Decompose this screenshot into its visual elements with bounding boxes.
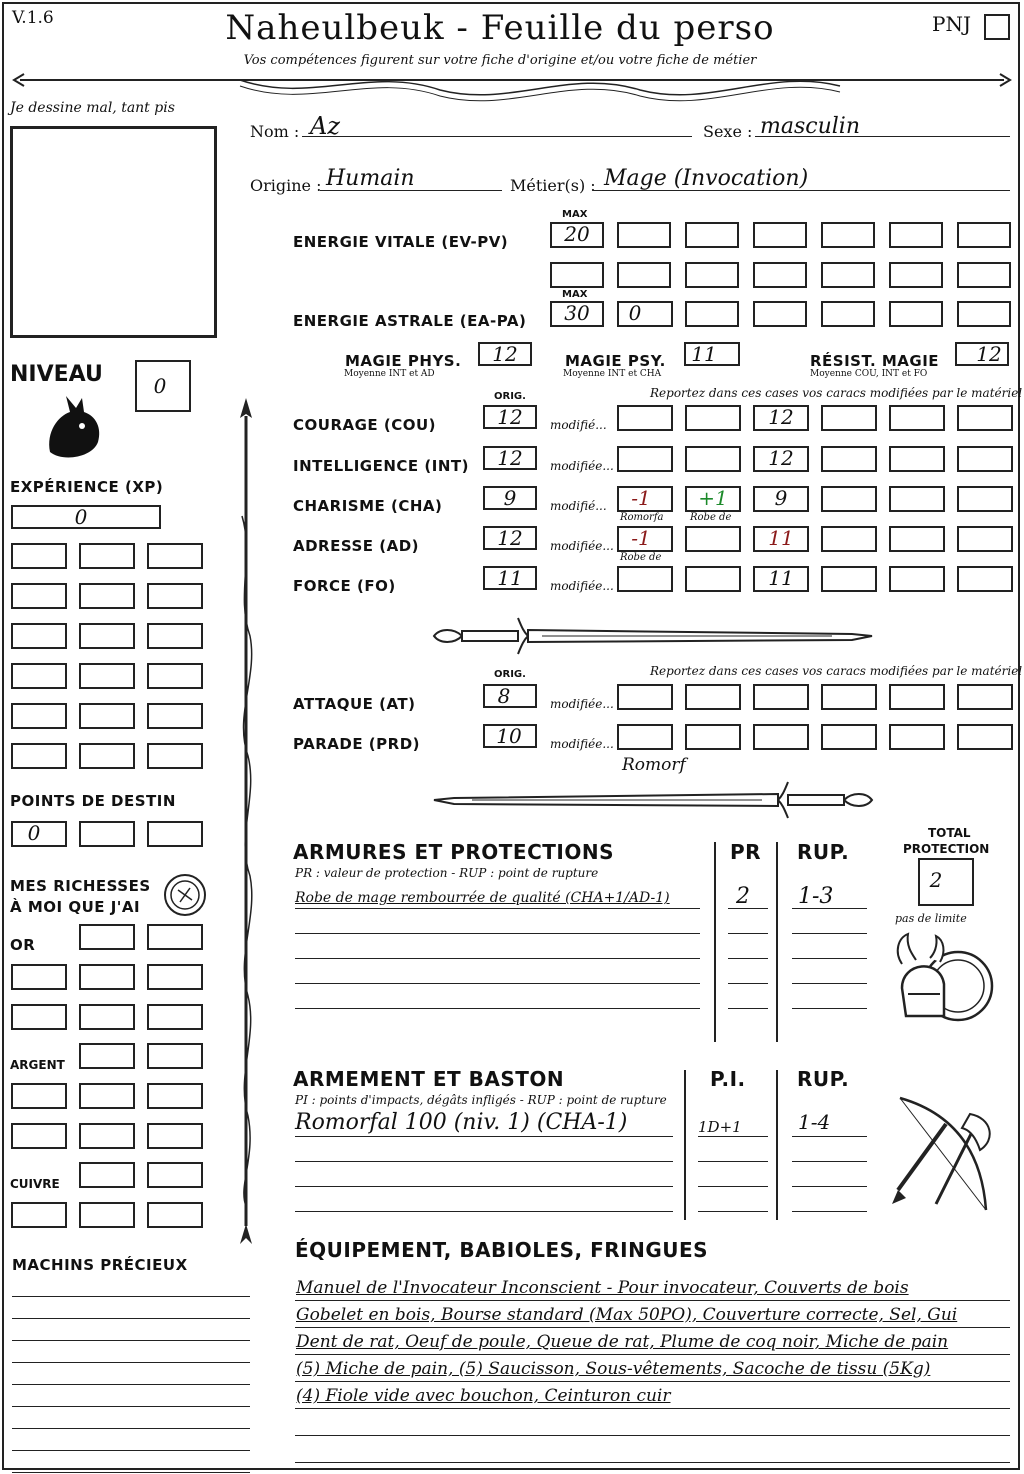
carac-mod-box[interactable]	[685, 405, 741, 431]
money-box[interactable]	[147, 1043, 203, 1069]
carac-label: CHARISME (CHA)	[293, 497, 443, 515]
destin-box-3[interactable]	[147, 821, 203, 847]
combat-mod-box[interactable]	[753, 684, 809, 710]
carac-mod-box[interactable]	[957, 566, 1013, 592]
carac-label: COURAGE (COU)	[293, 416, 437, 434]
xp-box[interactable]	[147, 583, 203, 609]
armure-pr-line[interactable]	[728, 933, 768, 934]
xp-box[interactable]	[79, 543, 135, 569]
armure-line[interactable]	[295, 908, 700, 909]
combat-mod-box[interactable]	[821, 724, 877, 750]
armure-rup-line[interactable]	[792, 983, 867, 984]
carac-mod-box[interactable]	[889, 446, 945, 472]
carac-mod-box[interactable]	[957, 526, 1013, 552]
attaque-label: ATTAQUE (AT)	[293, 695, 416, 713]
ev-box[interactable]	[957, 262, 1011, 288]
money-box[interactable]	[11, 1083, 67, 1109]
combat-mod-box[interactable]	[957, 684, 1013, 710]
equipement-line[interactable]	[295, 1354, 1010, 1355]
xp-box[interactable]	[79, 623, 135, 649]
money-box[interactable]	[79, 1162, 135, 1188]
xp-box[interactable]	[147, 543, 203, 569]
helmet-shield-icon	[888, 928, 998, 1040]
money-box[interactable]	[147, 924, 203, 950]
money-box[interactable]	[79, 1043, 135, 1069]
ev-box[interactable]	[889, 222, 943, 248]
armure-line[interactable]	[295, 983, 700, 984]
carac-mod-value-1: -1	[631, 486, 651, 510]
or-label: OR	[10, 936, 36, 954]
destin-value: 0	[27, 821, 41, 845]
carac-label: FORCE (FO)	[293, 577, 396, 595]
sword-icon-2	[432, 776, 874, 822]
argent-label: ARGENT	[10, 1058, 65, 1072]
carac-mod-box[interactable]	[957, 486, 1013, 512]
arme-rup-line[interactable]	[792, 1136, 867, 1137]
origine-field[interactable]: Humain	[326, 166, 415, 191]
armure-line[interactable]	[295, 933, 700, 934]
portrait-box[interactable]	[10, 126, 217, 338]
carac-mod-label: modifié...	[550, 499, 607, 513]
magie-psy-sub: Moyenne INT et CHA	[563, 369, 662, 379]
combat-mod-box[interactable]	[889, 684, 945, 710]
arme-rup-line[interactable]	[792, 1211, 867, 1212]
carac-mod-label: modifiée...	[550, 539, 614, 553]
pnj-checkbox[interactable]	[984, 14, 1010, 40]
version-label: V.1.6	[12, 8, 54, 28]
xp-box[interactable]	[79, 663, 135, 689]
equipement-line[interactable]	[295, 1327, 1010, 1328]
armement-pi-label: P.I.	[710, 1067, 746, 1091]
origine-label: Origine :	[250, 176, 322, 195]
carac-mod-box[interactable]	[821, 405, 877, 431]
nom-label: Nom :	[250, 122, 300, 141]
ea-box[interactable]	[957, 301, 1011, 327]
ea-box[interactable]	[753, 301, 807, 327]
magie-phys-sub: Moyenne INT et AD	[344, 369, 435, 379]
armure-item-rup: 1-3	[798, 884, 834, 909]
carac-mod-value-1: -1	[631, 526, 651, 550]
sexe-label: Sexe :	[703, 122, 753, 141]
ev-box[interactable]	[550, 262, 604, 288]
magie-psy-value: 11	[691, 342, 717, 366]
niveau-value: 0	[153, 374, 167, 398]
parade-orig-value: 10	[496, 724, 522, 748]
money-box[interactable]	[11, 1202, 67, 1228]
carac-note-2: Robe de	[690, 512, 732, 523]
ev-box[interactable]	[821, 222, 875, 248]
ea-box[interactable]	[821, 301, 875, 327]
ea-current-value: 0	[628, 301, 642, 325]
money-box[interactable]	[79, 1202, 135, 1228]
carac-mod-box[interactable]	[685, 446, 741, 472]
ev-box[interactable]	[957, 222, 1011, 248]
armement-divider-1	[684, 1070, 686, 1220]
carac-mod-box[interactable]	[889, 526, 945, 552]
carac-mod-box[interactable]	[821, 446, 877, 472]
equipement-item: (4) Fiole vide avec bouchon, Ceinturon cuir	[296, 1386, 671, 1406]
arme-rup-line[interactable]	[792, 1186, 867, 1187]
carac-mod-label: modifiée...	[550, 579, 614, 593]
equipement-line[interactable]	[295, 1435, 1010, 1436]
arme-item-pi: 1D+1	[698, 1118, 742, 1136]
armure-pr-line[interactable]	[728, 958, 768, 959]
carac-mod-value-3: 9	[774, 486, 788, 510]
ea-max-value: 30	[564, 301, 590, 325]
ea-max-label: MAX	[562, 289, 588, 300]
armure-item-name: Robe de mage rembourrée de qualité (CHA+1/AD-1)	[295, 890, 670, 906]
arme-item-rup: 1-4	[798, 1110, 831, 1134]
carac-mod-box[interactable]	[957, 446, 1013, 472]
pnj-label: PNJ	[932, 12, 971, 36]
arme-pi-line[interactable]	[698, 1136, 768, 1137]
ev-label: ENERGIE VITALE (EV-PV)	[293, 233, 509, 251]
machins-line[interactable]	[12, 1406, 250, 1407]
carac-label: ADRESSE (AD)	[293, 537, 420, 555]
ev-box[interactable]	[753, 262, 807, 288]
equipement-line[interactable]	[295, 1462, 1010, 1463]
caracs-report-note: Reportez dans ces cases vos caracs modifiées par le matériel	[650, 386, 1023, 400]
money-box[interactable]	[147, 1162, 203, 1188]
combat-mod-box[interactable]	[889, 724, 945, 750]
armement-divider-2	[776, 1070, 778, 1220]
carac-note-1: Romorfa	[620, 512, 664, 523]
ev-box[interactable]	[889, 262, 943, 288]
xp-box[interactable]	[11, 663, 67, 689]
arme-line[interactable]	[295, 1186, 673, 1187]
carac-mod-box[interactable]	[821, 526, 877, 552]
armures-sub: PR : valeur de protection - RUP : point de rupture	[295, 866, 599, 880]
arme-pi-line[interactable]	[698, 1211, 768, 1212]
magie-phys-value: 12	[492, 342, 518, 366]
carac-note-1: Robe de	[620, 552, 662, 563]
page-title: Naheulbeuk - Feuille du perso	[225, 8, 775, 48]
armures-divider-1	[714, 842, 716, 1042]
attaque-orig-value: 8	[497, 684, 511, 708]
ev-max-label: MAX	[562, 209, 588, 220]
destin-label: POINTS DE DESTIN	[10, 792, 176, 810]
ev-box[interactable]	[821, 262, 875, 288]
combat-mod-box[interactable]	[753, 724, 809, 750]
equipement-title: ÉQUIPEMENT, BABIOLES, FRINGUES	[295, 1238, 709, 1262]
xp-box[interactable]	[79, 703, 135, 729]
carac-mod-label: modifiée...	[550, 459, 614, 473]
carac-orig-value: 12	[497, 526, 523, 550]
armement-title: ARMEMENT ET BASTON	[293, 1067, 565, 1091]
ea-box[interactable]	[889, 301, 943, 327]
armures-divider-2	[776, 842, 778, 1042]
ev-box[interactable]	[685, 222, 739, 248]
carac-mod-label: modifié...	[550, 418, 607, 432]
equipement-line[interactable]	[295, 1408, 1010, 1409]
arme-line[interactable]	[295, 1211, 673, 1212]
combat-mod-box[interactable]	[685, 684, 741, 710]
armure-rup-line[interactable]	[792, 908, 867, 909]
staff-icon	[228, 396, 264, 1246]
ev-box[interactable]	[685, 262, 739, 288]
armure-rup-line[interactable]	[792, 1008, 867, 1009]
dragon-icon	[40, 392, 106, 464]
resist-magie-sub: Moyenne COU, INT et FO	[810, 369, 928, 379]
carac-mod-value-3: 11	[768, 566, 794, 590]
xp-box[interactable]	[11, 543, 67, 569]
experience-value: 0	[74, 505, 88, 529]
machins-line[interactable]	[12, 1296, 250, 1297]
ea-box[interactable]	[685, 301, 739, 327]
money-box[interactable]	[147, 1083, 203, 1109]
money-box[interactable]	[79, 1123, 135, 1149]
combat-mod-box[interactable]	[685, 724, 741, 750]
carac-mod-box[interactable]	[889, 566, 945, 592]
parade-mod-label: modifiée...	[550, 737, 614, 751]
money-box[interactable]	[11, 964, 67, 990]
carac-mod-box[interactable]	[685, 526, 741, 552]
metier-label: Métier(s) :	[510, 176, 596, 195]
arme-pi-line[interactable]	[698, 1161, 768, 1162]
armures-title: ARMURES ET PROTECTIONS	[293, 840, 614, 864]
equipement-line[interactable]	[295, 1381, 1010, 1382]
resist-magie-label: RÉSIST. MAGIE	[810, 352, 940, 370]
carac-mod-box[interactable]	[617, 405, 673, 431]
attaque-mod-label: modifiée...	[550, 697, 614, 711]
carac-mod-box[interactable]	[821, 566, 877, 592]
carac-mod-box[interactable]	[957, 405, 1013, 431]
arme-item-name: Romorfal 100 (niv. 1) (CHA-1)	[295, 1110, 628, 1135]
carac-label: INTELLIGENCE (INT)	[293, 457, 469, 475]
resist-magie-value: 12	[976, 342, 1002, 366]
carac-orig-value: 9	[503, 486, 517, 510]
ev-max-value: 20	[564, 222, 590, 246]
carac-mod-box[interactable]	[617, 446, 673, 472]
carac-mod-value-2: +1	[698, 486, 728, 510]
armure-line[interactable]	[295, 1008, 700, 1009]
destin-box-2[interactable]	[79, 821, 135, 847]
limit-note: pas de limite	[895, 912, 967, 925]
money-box[interactable]	[79, 924, 135, 950]
money-box[interactable]	[11, 1004, 67, 1030]
richesses-label-1: MES RICHESSES	[10, 877, 151, 895]
combat-mod-box[interactable]	[617, 724, 673, 750]
magie-psy-label: MAGIE PSY.	[565, 352, 666, 370]
money-box[interactable]	[147, 1202, 203, 1228]
combat-orig-label: ORIG.	[494, 669, 526, 680]
machins-line[interactable]	[12, 1472, 250, 1473]
armure-rup-line[interactable]	[792, 958, 867, 959]
coin-icon	[162, 872, 208, 918]
combat-mod-box[interactable]	[821, 684, 877, 710]
machins-line[interactable]	[12, 1450, 250, 1451]
armure-line[interactable]	[295, 958, 700, 959]
nom-field[interactable]: Az	[310, 112, 340, 140]
total-label-1: TOTAL	[928, 826, 971, 840]
ea-label: ENERGIE ASTRALE (EA-PA)	[293, 312, 527, 330]
machins-label: MACHINS PRÉCIEUX	[12, 1256, 188, 1274]
total-protection-value: 2	[929, 868, 943, 892]
richesses-label-2: À MOI QUE J'AI	[10, 898, 141, 916]
ev-box[interactable]	[617, 222, 671, 248]
xp-box[interactable]	[147, 743, 203, 769]
caracs-orig-label: ORIG.	[494, 391, 526, 402]
machins-line[interactable]	[12, 1340, 250, 1341]
sword-icon	[432, 612, 874, 658]
arme-pi-line[interactable]	[698, 1186, 768, 1187]
armure-pr-line[interactable]	[728, 908, 768, 909]
ev-box[interactable]	[753, 222, 807, 248]
cuivre-label: CUIVRE	[10, 1177, 60, 1191]
carac-orig-value: 12	[497, 446, 523, 470]
xp-box[interactable]	[147, 663, 203, 689]
money-box[interactable]	[79, 1083, 135, 1109]
carac-mod-box[interactable]	[889, 486, 945, 512]
nom-line	[302, 136, 692, 137]
total-label-2: PROTECTION	[903, 842, 990, 856]
machins-line[interactable]	[12, 1362, 250, 1363]
machins-line[interactable]	[12, 1318, 250, 1319]
money-box[interactable]	[79, 964, 135, 990]
combat-mod-box[interactable]	[957, 724, 1013, 750]
metier-field[interactable]: Mage (Invocation)	[604, 166, 809, 191]
niveau-label: NIVEAU	[10, 362, 103, 387]
combat-report-note: Reportez dans ces cases vos caracs modifiées par le matériel	[650, 664, 1023, 678]
arme-line[interactable]	[295, 1136, 673, 1137]
machins-line[interactable]	[12, 1428, 250, 1429]
weapons-icon	[886, 1094, 1006, 1216]
parade-note: Romorf	[622, 755, 686, 775]
parade-label: PARADE (PRD)	[293, 735, 421, 753]
experience-label: EXPÉRIENCE (XP)	[10, 478, 164, 496]
carac-mod-box[interactable]	[889, 405, 945, 431]
xp-box[interactable]	[11, 623, 67, 649]
xp-box[interactable]	[147, 703, 203, 729]
money-box[interactable]	[147, 1004, 203, 1030]
armement-rup-label: RUP.	[797, 1067, 850, 1091]
xp-box[interactable]	[11, 583, 67, 609]
carac-orig-value: 12	[497, 405, 523, 429]
equipement-item: Gobelet en bois, Bourse standard (Max 50PO), Couverture correcte, Sel, Gui	[296, 1305, 958, 1325]
armure-rup-line[interactable]	[792, 933, 867, 934]
carac-mod-box[interactable]	[685, 566, 741, 592]
xp-box[interactable]	[79, 583, 135, 609]
armure-pr-line[interactable]	[728, 983, 768, 984]
carac-mod-value-3: 11	[768, 526, 794, 550]
carac-orig-value: 11	[497, 566, 523, 590]
xp-box[interactable]	[11, 743, 67, 769]
arme-line[interactable]	[295, 1161, 673, 1162]
magie-phys-label: MAGIE PHYS.	[345, 352, 462, 370]
carac-mod-value-3: 12	[768, 446, 794, 470]
armures-pr-label: PR	[730, 840, 762, 864]
armement-sub: PI : points d'impacts, dégâts infligés - RUP : point de rupture	[295, 1093, 667, 1107]
equipement-item: (5) Miche de pain, (5) Saucisson, Sous-vêtements, Sacoche de tissu (5Kg)	[296, 1359, 931, 1379]
arme-rup-line[interactable]	[792, 1161, 867, 1162]
carac-mod-value-3: 12	[768, 405, 794, 429]
equipement-line[interactable]	[295, 1300, 1010, 1301]
xp-box[interactable]	[79, 743, 135, 769]
page-subtitle: Vos compétences figurent sur votre fiche d'origine et/ou votre fiche de métier	[243, 53, 757, 68]
armures-rup-label: RUP.	[797, 840, 850, 864]
equipement-item: Manuel de l'Invocateur Inconscient - Pour invocateur, Couverts de bois	[296, 1278, 909, 1298]
armure-item-pr: 2	[736, 884, 750, 909]
money-box[interactable]	[147, 1123, 203, 1149]
combat-mod-box[interactable]	[617, 684, 673, 710]
xp-box[interactable]	[11, 703, 67, 729]
equipement-item: Dent de rat, Oeuf de poule, Queue de rat, Plume de coq noir, Miche de pain	[296, 1332, 949, 1352]
money-box[interactable]	[147, 964, 203, 990]
carac-mod-box[interactable]	[617, 566, 673, 592]
machins-line[interactable]	[12, 1384, 250, 1385]
money-box[interactable]	[11, 1123, 67, 1149]
sexe-field[interactable]: masculin	[760, 114, 860, 139]
xp-box[interactable]	[147, 623, 203, 649]
money-box[interactable]	[79, 1004, 135, 1030]
portrait-caption: Je dessine mal, tant pis	[10, 100, 175, 116]
armure-pr-line[interactable]	[728, 1008, 768, 1009]
ev-box[interactable]	[617, 262, 671, 288]
carac-mod-box[interactable]	[821, 486, 877, 512]
